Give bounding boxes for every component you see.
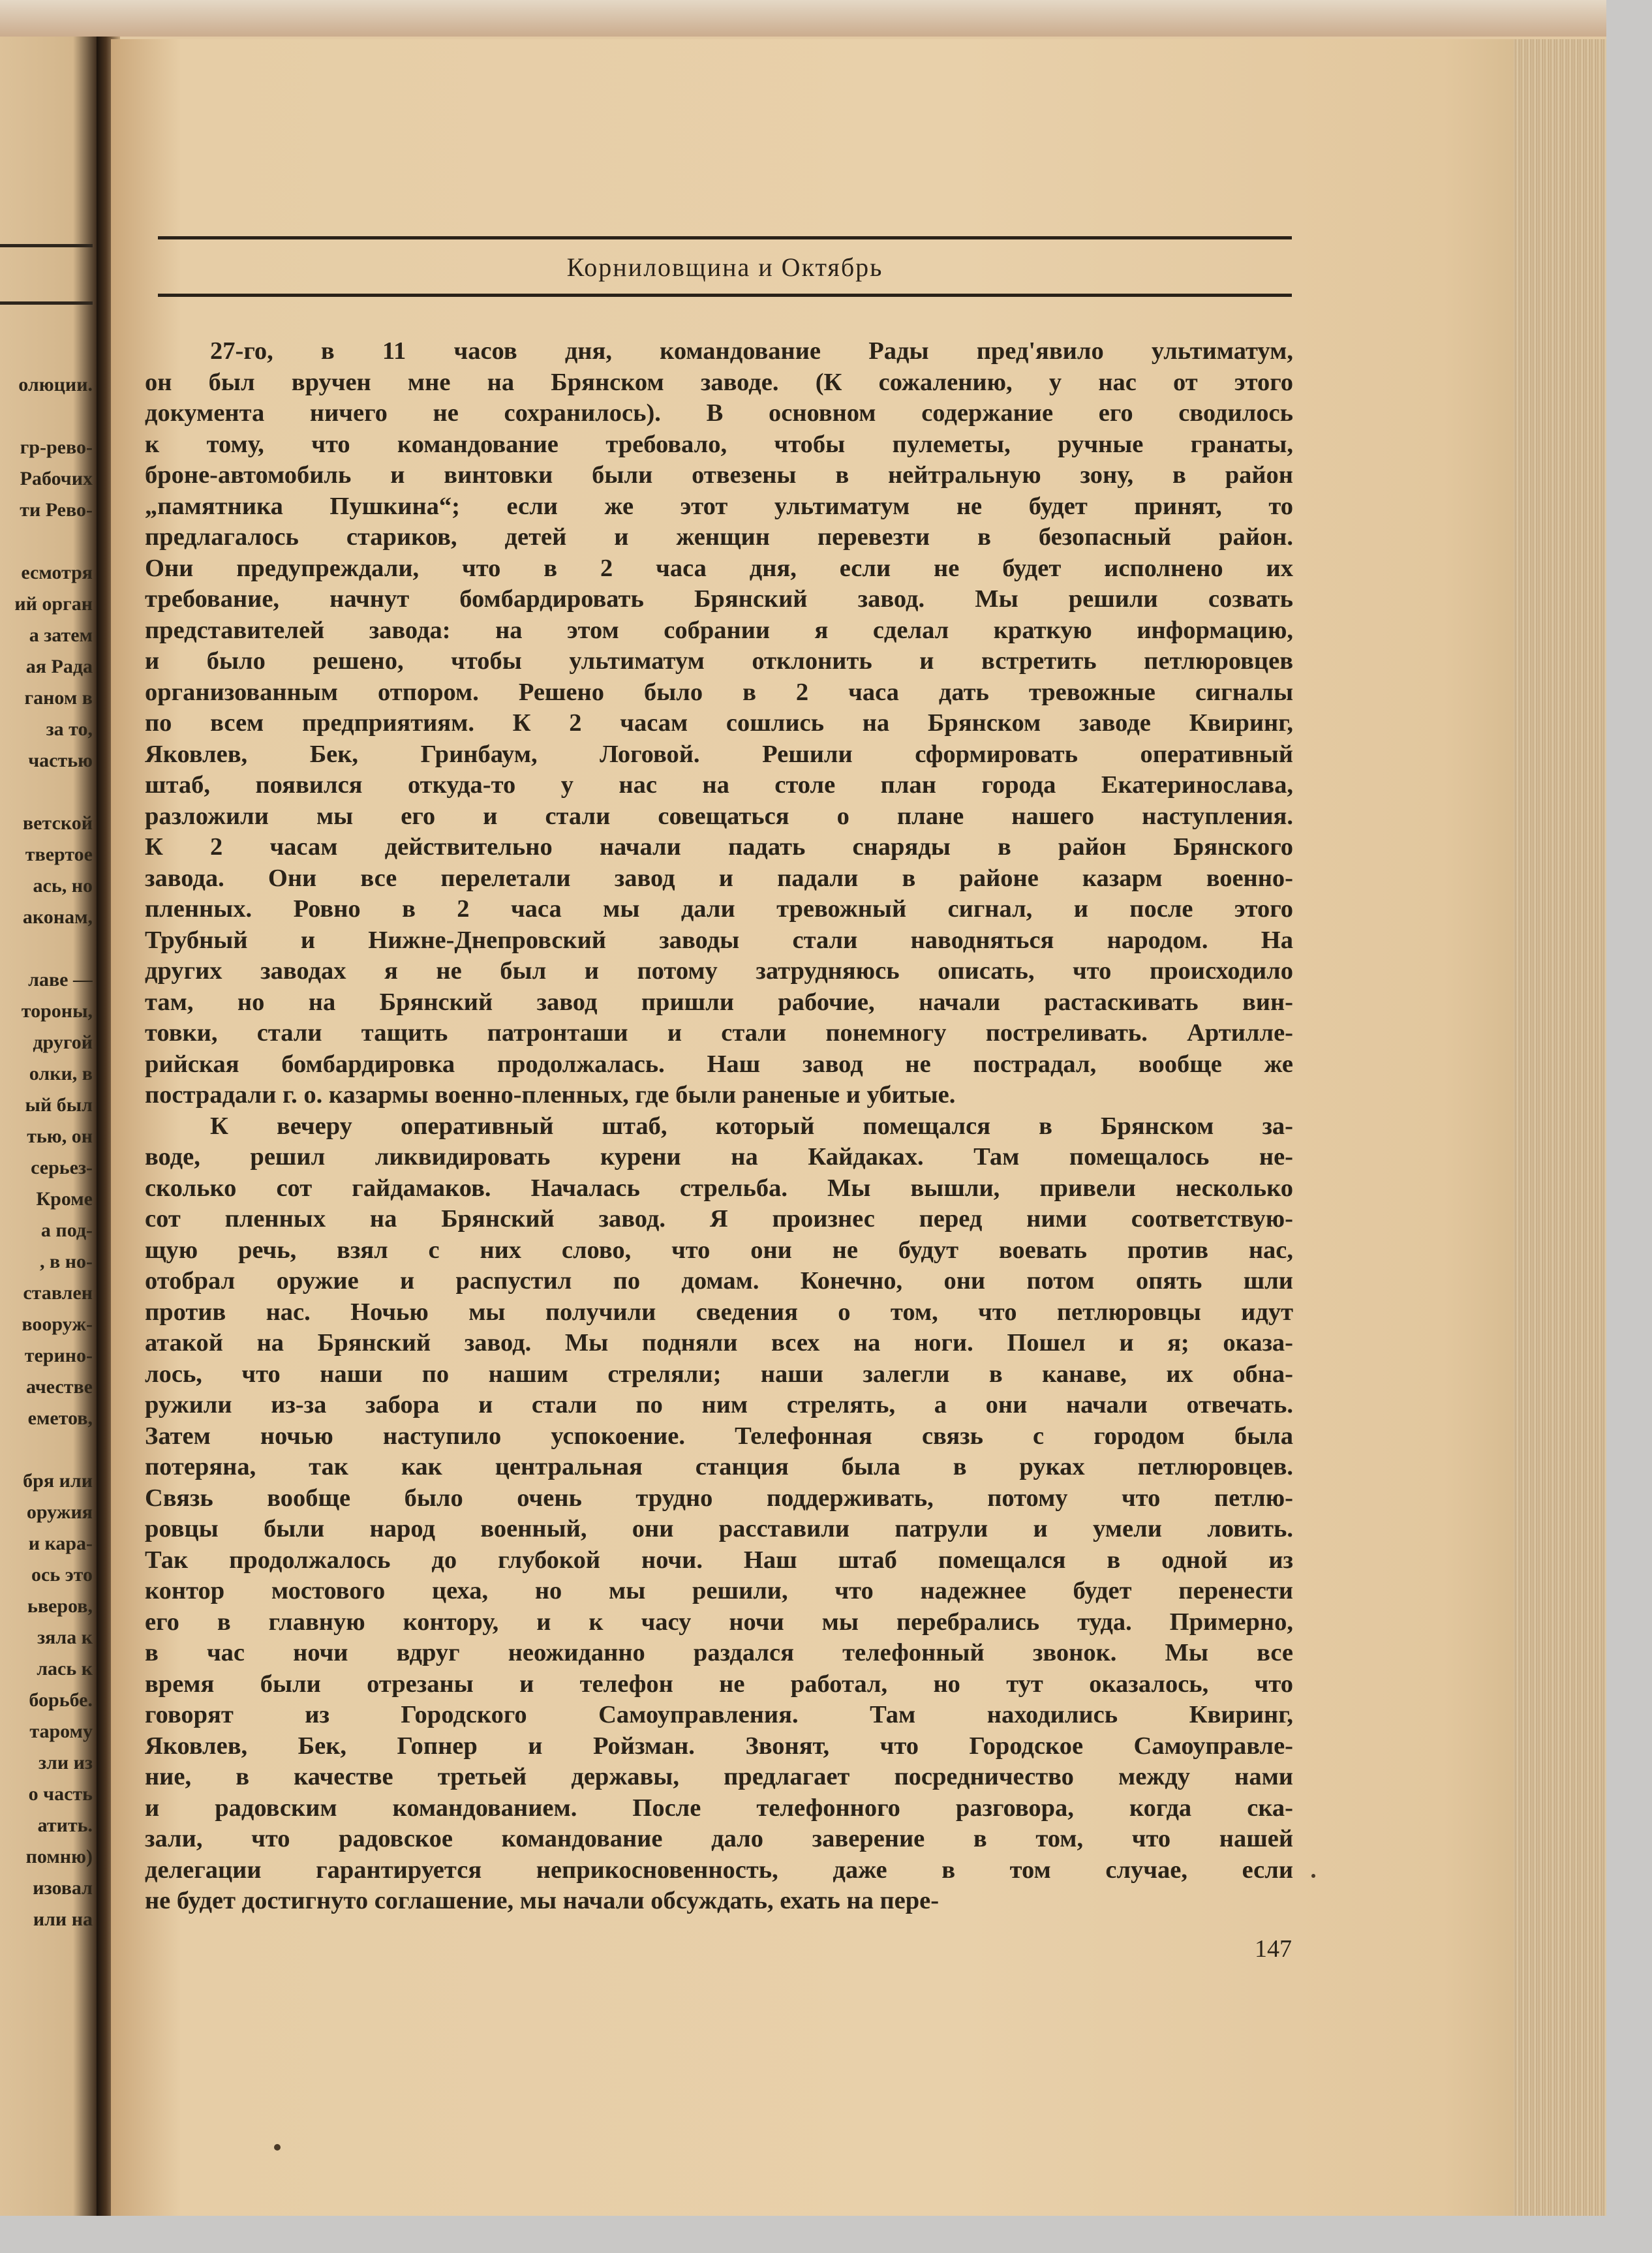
left-page-line: тороны, xyxy=(21,1000,93,1022)
left-page-line xyxy=(0,776,93,808)
running-title: Корниловщина и Октябрь xyxy=(566,253,883,282)
left-page-line: лаве — xyxy=(28,969,93,990)
page-edges xyxy=(1514,39,1606,2216)
text-line: зали, что радовское командование дало заверение в том, что нашей xyxy=(145,1825,1293,1852)
text-line: говорят из Городского Самоуправления. Там находились Квиринг, xyxy=(145,1701,1293,1728)
text-line: щую речь, взял с них слово, что они не будут воевать против нас, xyxy=(145,1236,1293,1264)
text-line: 27-го, в 11 часов дня, командование Рады пред'явило ультиматум, xyxy=(210,337,1293,365)
left-page-line: твертое xyxy=(25,844,93,865)
page-number: 147 xyxy=(1255,1935,1292,1963)
left-page-line: ачестве xyxy=(26,1376,93,1398)
left-page-line: помню) xyxy=(25,1846,93,1867)
text-line: Яковлев, Бек, Гопнер и Ройзман. Звонят, что Городское Самоуправле- xyxy=(145,1732,1293,1760)
text-line: делегации гарантируется неприкосновенность, даже в том случае, если xyxy=(145,1856,1293,1884)
left-page-line: Кроме xyxy=(36,1188,93,1210)
left-page-line: ась, но xyxy=(33,875,93,897)
left-page-line xyxy=(0,933,93,964)
text-line: там, но на Брянский завод пришли рабочие, начали растаскивать вин- xyxy=(145,988,1293,1016)
left-page-line: бря или xyxy=(23,1470,93,1492)
text-line: Яковлев, Бек, Гринбаум, Логовой. Решили сформировать оперативный xyxy=(145,740,1293,768)
text-line: Затем ночью наступило успокоение. Телефонная связь с городом была xyxy=(145,1422,1293,1450)
left-page-line: о часть xyxy=(28,1783,93,1805)
text-line: его в главную контору, и к часу ночи мы перебрались туда. Примерно, xyxy=(145,1608,1293,1636)
left-page-line: ая Рада xyxy=(25,656,93,677)
text-line: предлагалось стариков, детей и женщин перевезти в безопасный район. xyxy=(145,523,1293,551)
text-line: воде, решил ликвидировать курени на Кайдаках. Там помещалось не- xyxy=(145,1143,1293,1171)
text-line: ние, в качестве третьей державы, предлагает посредничество между нами xyxy=(145,1763,1293,1790)
text-line: ровцы были народ военный, они расставили патрули и умели ловить. xyxy=(145,1515,1293,1542)
text-line: отобрал оружие и распустил по домам. Конечно, они потом опять шли xyxy=(145,1267,1293,1295)
text-line: завода. Они все перелетали завод и падали в районе казарм военно- xyxy=(145,864,1293,892)
text-line: против нас. Ночью мы получили сведения о том, что петлюровцы идут xyxy=(145,1298,1293,1326)
header-rule-bottom xyxy=(158,294,1292,297)
text-line: других заводах я не был и потому затрудняюсь описать, что происходило xyxy=(145,957,1293,985)
left-page-line: ветской xyxy=(22,812,93,834)
left-page-line: тью, он xyxy=(27,1126,93,1147)
text-line: и было решено, чтобы ультиматум отклонить и встретить петлюровцев xyxy=(145,647,1293,675)
text-line: разложили мы его и стали совещаться о плане нашего наступления. xyxy=(145,802,1293,830)
left-page-line: ый был xyxy=(25,1094,93,1116)
text-line: Трубный и Нижне-Днепровский заводы стали наводняться народом. На xyxy=(145,926,1293,954)
paragraph xyxy=(145,1111,1293,1917)
left-page-line xyxy=(0,1434,93,1465)
left-page-line: аконам, xyxy=(22,906,93,928)
left-page-line: ганом в xyxy=(24,687,93,709)
left-page-line: ти Рево- xyxy=(20,499,93,521)
text-line: документа ничего не сохранилось). В основном содержание его сводилось xyxy=(145,399,1293,427)
text-line: организованным отпором. Решено было в 2 часа дать тревожные сигналы xyxy=(145,678,1293,706)
left-page-line: другой xyxy=(33,1032,93,1053)
body-text xyxy=(145,336,1293,1917)
text-line: товки, стали тащить патронташи и стали понемногу постреливать. Артилле- xyxy=(145,1019,1293,1047)
text-line: Так продолжалось до глубокой ночи. Наш штаб помещался в одной из xyxy=(145,1546,1293,1574)
left-page-rule-top xyxy=(0,244,93,247)
left-page-line: Рабочих xyxy=(20,468,93,489)
text-line: пленных. Ровно в 2 часа мы дали тревожный сигнал, и после этого xyxy=(145,895,1293,923)
text-line: К 2 часам действительно начали падать снаряды в район Брянского xyxy=(145,833,1293,861)
text-line: броне-автомобиль и винтовки были отвезены в нейтральную зону, в район xyxy=(145,461,1293,489)
left-page-line: есмотря xyxy=(21,562,93,583)
left-page-line: зли из xyxy=(38,1752,93,1773)
text-line: потеряна, так как центральная станция была в руках петлюровцев. xyxy=(145,1453,1293,1480)
text-line: контор мостового цеха, но мы решили, что надежнее будет перенести xyxy=(145,1577,1293,1604)
text-line: ружили из-за забора и стали по ним стрелять, а они начали отвечать. xyxy=(145,1391,1293,1418)
left-page-line: за то, xyxy=(46,718,93,740)
left-page-line: ий орган xyxy=(14,593,93,615)
text-line: требование, начнут бомбардировать Брянский завод. Мы решили созвать xyxy=(145,585,1293,613)
left-page-line xyxy=(0,526,93,557)
left-page-line: тарому xyxy=(29,1721,93,1742)
text-line: в час ночи вдруг неожиданно раздался телефонный звонок. Мы все xyxy=(145,1639,1293,1666)
left-page-line: ставлен xyxy=(23,1282,93,1304)
left-page-line: а затем xyxy=(29,624,93,646)
left-page-line: а под- xyxy=(40,1219,93,1241)
text-line: время были отрезаны и телефон не работал, но тут оказалось, что xyxy=(145,1670,1293,1698)
paragraph xyxy=(145,336,1293,1111)
left-page-line: олки, в xyxy=(29,1063,93,1084)
text-line: и радовским командованием. После телефонного разговора, когда ска- xyxy=(145,1794,1293,1822)
text-line: „памятника Пушкина“; если же этот ультиматум не будет принят, то xyxy=(145,492,1293,520)
left-page-line: частью xyxy=(28,750,93,771)
left-page-line: атить. xyxy=(37,1815,93,1836)
left-page-line: серьез- xyxy=(31,1157,93,1178)
text-line: к тому, что командование требовало, чтобы пулеметы, ручные гранаты, xyxy=(145,430,1293,458)
left-page-line: олюции. xyxy=(18,374,93,395)
header-rule-top xyxy=(158,236,1292,239)
text-line: атакой на Брянский завод. Мы подняли всех на ноги. Пошел и я; оказа- xyxy=(145,1329,1293,1356)
paper-speck xyxy=(274,2144,281,2151)
left-page-line: лась к xyxy=(37,1658,93,1679)
text-line: пострадали г. о. казармы военно-пленных, где были раненые и убитые. xyxy=(145,1081,956,1109)
text-line: Связь вообще было очень трудно поддерживать, потому что петлю- xyxy=(145,1484,1293,1512)
left-page xyxy=(0,37,104,2216)
paper-speck xyxy=(1311,1874,1315,1878)
scan-top-border xyxy=(0,0,1606,39)
left-page-line: борьбе. xyxy=(29,1689,93,1711)
text-line: сот пленных на Брянский завод. Я произнес перед ними соответствую- xyxy=(145,1205,1293,1233)
left-page-line: оружия xyxy=(26,1501,93,1523)
left-page-line: зяла к xyxy=(37,1627,93,1648)
left-page-text-fragments xyxy=(0,369,93,1935)
text-line: сколько сот гайдамаков. Началась стрельба. Мы вышли, привели несколько xyxy=(145,1174,1293,1202)
left-page-line xyxy=(0,401,93,432)
text-line: не будет достигнуто соглашение, мы начали обсуждать, ехать на пере- xyxy=(145,1887,940,1914)
text-line: он был вручен мне на Брянском заводе. (К сожалению, у нас от этого xyxy=(145,368,1293,396)
left-page-line: и кара- xyxy=(28,1533,93,1554)
text-line: штаб, появился откуда-то у нас на столе план города Екатеринослава, xyxy=(145,771,1293,799)
left-page-line: гр-рево- xyxy=(20,437,93,458)
left-page-line: изовал xyxy=(33,1877,93,1899)
text-line: представителей завода: на этом собрании я сделал краткую информацию, xyxy=(145,616,1293,644)
left-page-line: ось это xyxy=(31,1564,93,1586)
scan-bottom-border xyxy=(0,2216,1652,2253)
left-page-line: вооруж- xyxy=(22,1313,93,1335)
left-page-line: , в но- xyxy=(40,1251,93,1272)
left-page-line: ьверов, xyxy=(27,1595,93,1617)
text-line: лось, что наши по нашим стреляли; наши залегли в канаве, их обна- xyxy=(145,1360,1293,1388)
text-line: К вечеру оперативный штаб, который помещался в Брянском за- xyxy=(210,1112,1293,1140)
left-page-line: терино- xyxy=(24,1345,93,1366)
left-page-rule-bottom xyxy=(0,301,93,305)
text-line: по всем предприятиям. К 2 часам сошлись на Брянском заводе Квиринг, xyxy=(145,709,1293,737)
text-line: Они предупреждали, что в 2 часа дня, если не будет исполнено их xyxy=(145,554,1293,582)
left-page-line: или на xyxy=(33,1908,93,1930)
text-line: рийская бомбардировка продолжалась. Наш завод не пострадал, вообще же xyxy=(145,1050,1293,1078)
left-page-line: еметов, xyxy=(27,1407,93,1429)
